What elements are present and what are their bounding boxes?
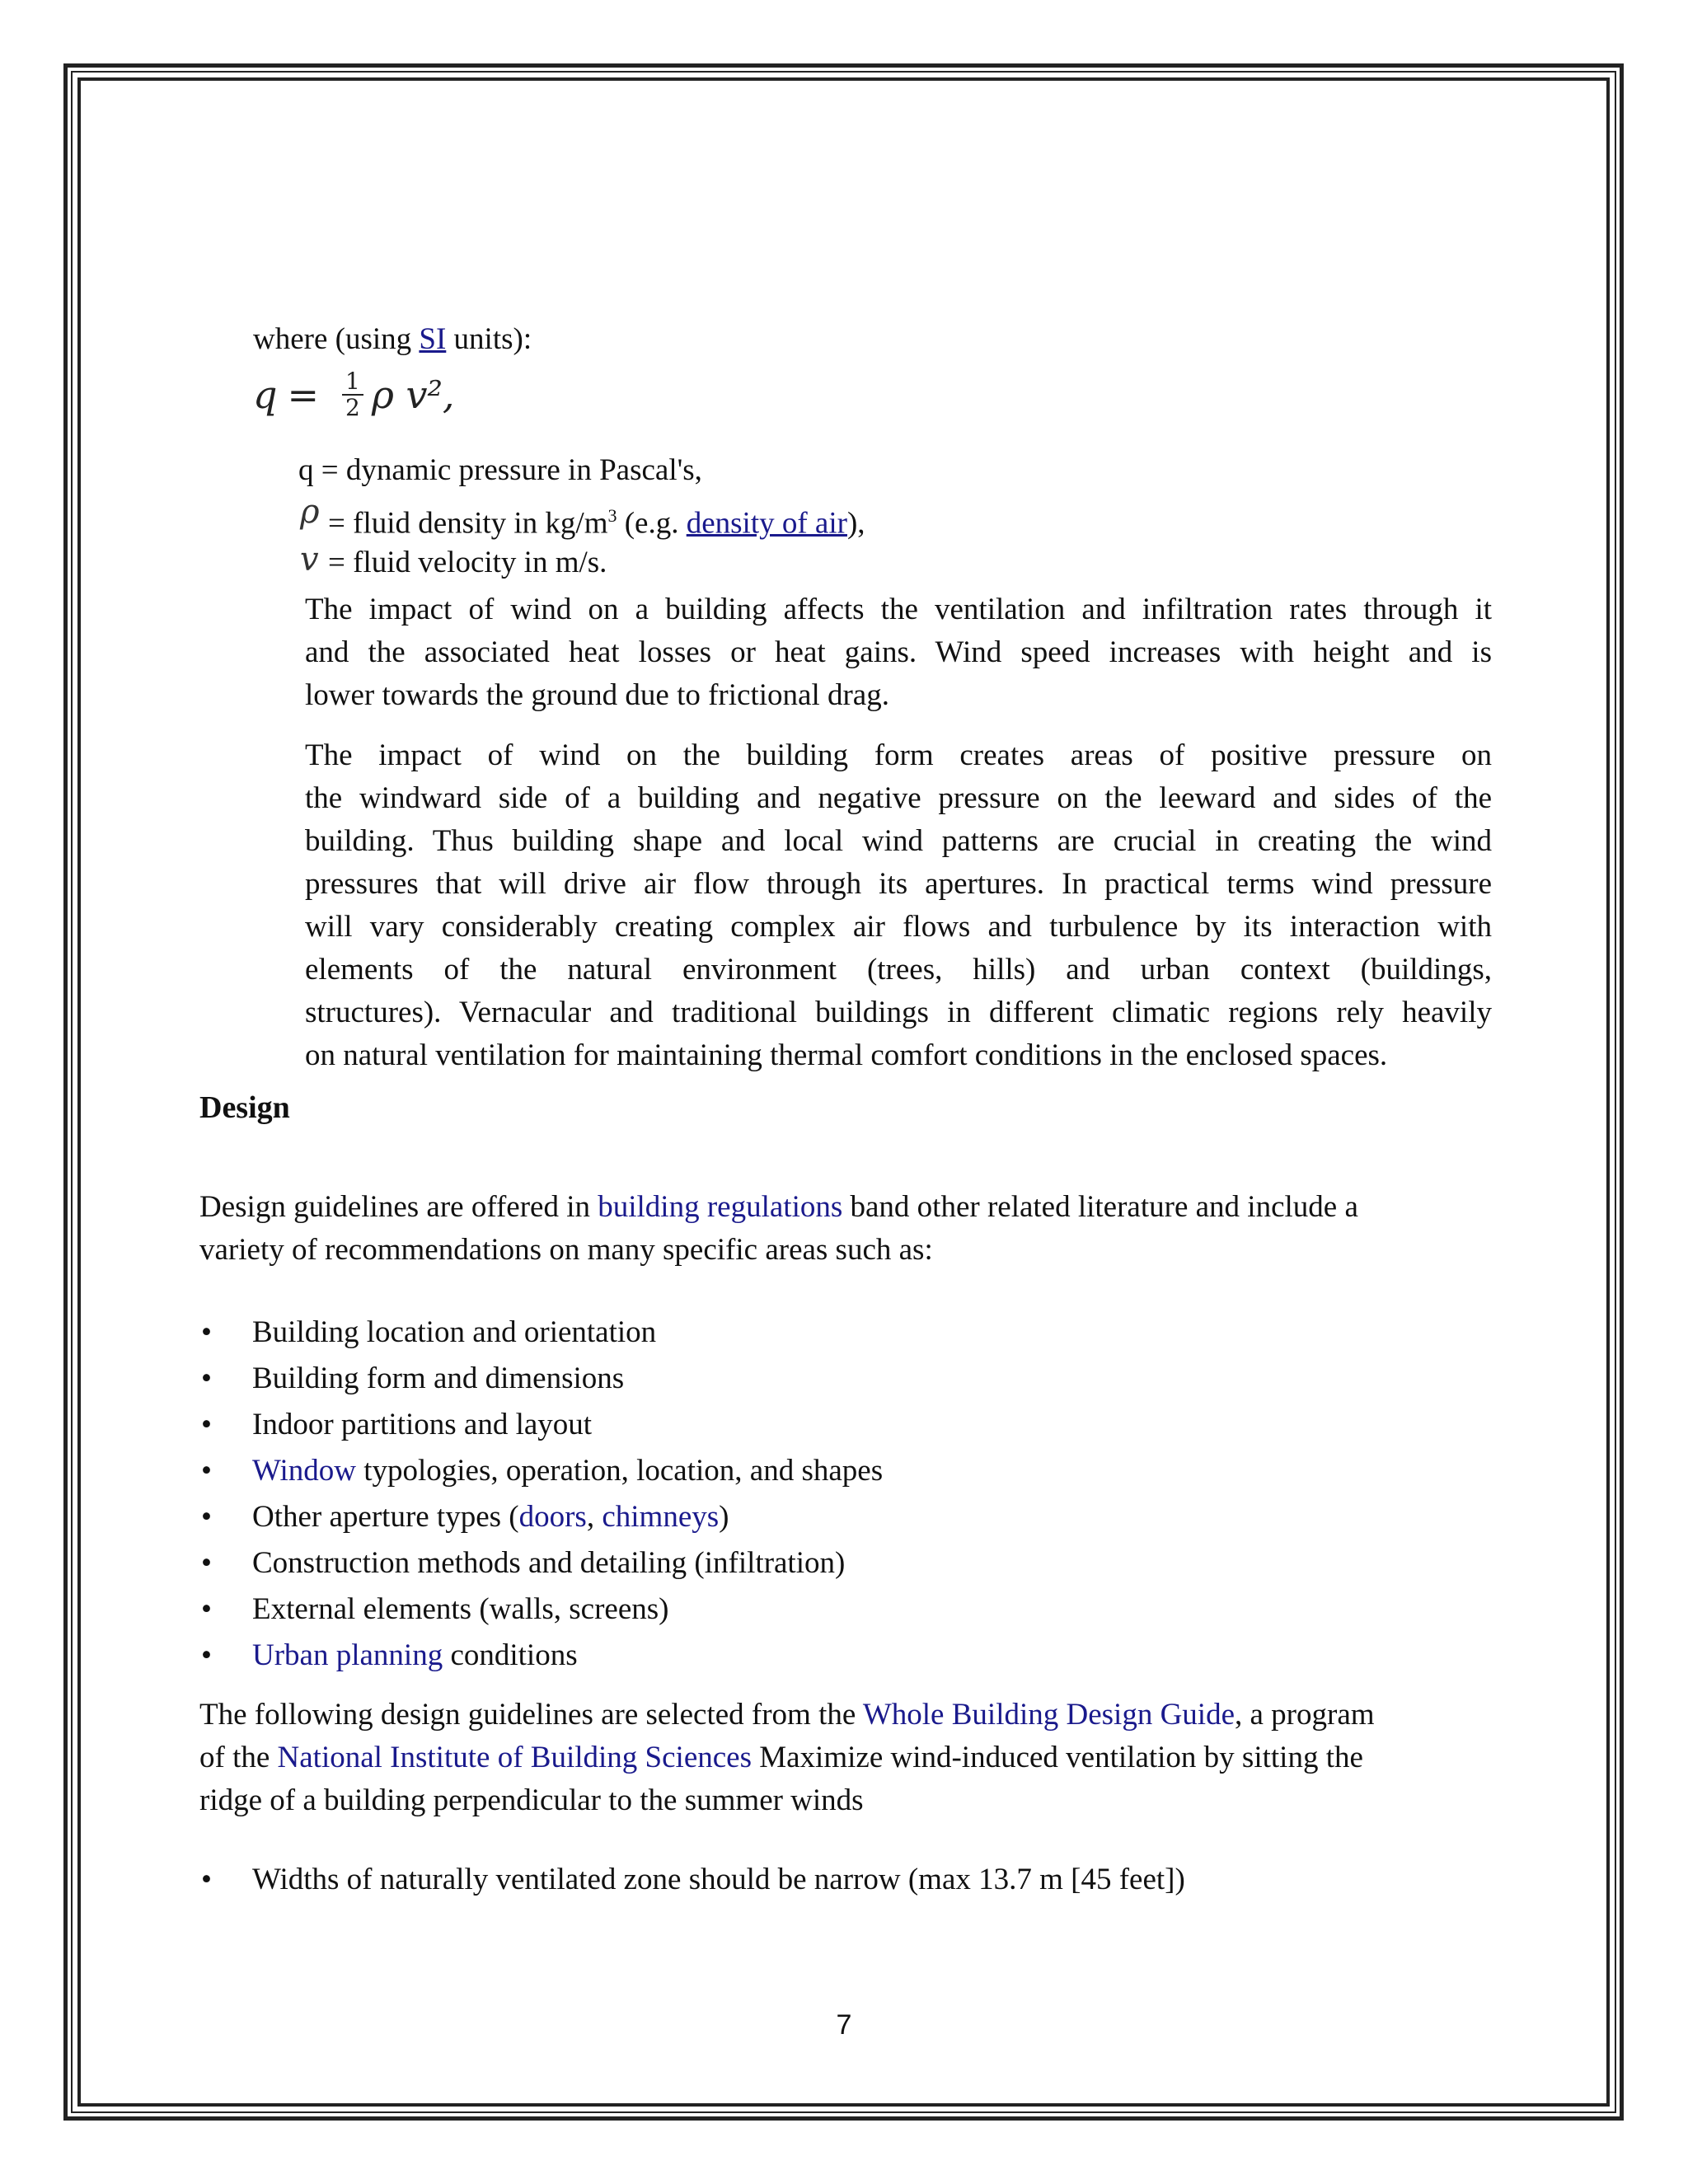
doors-link[interactable]: doors bbox=[518, 1500, 587, 1534]
guidelines-list bbox=[199, 1857, 1185, 1903]
list-item: • Urban planning conditions bbox=[201, 1638, 578, 1672]
building-regulations-link[interactable]: building regulations bbox=[598, 1190, 843, 1224]
design-heading: Design bbox=[199, 1090, 290, 1125]
definition-rho: = fluid density in $kg/m^3$ (e.g. density of air), bbox=[328, 505, 865, 541]
list-item: • Building location and orientation bbox=[201, 1315, 657, 1349]
rho-symbol: ρ bbox=[300, 493, 320, 531]
density-of-air-link[interactable]: density of air bbox=[686, 506, 847, 541]
si-link[interactable]: SI bbox=[419, 322, 447, 356]
list-item: • External elements (walls, screens) bbox=[201, 1592, 669, 1626]
list-item: • Window typologies, operation, location, and shapes bbox=[201, 1454, 884, 1488]
wind-impact-paragraph-2: The impact of wind on the building form creates areas of positive pressure on the windward side of a building and negative pressure on the leeward and sides of the building. Thus building shape and local wind patterns are crucial in creating the wind pressures that will drive air flow through its apertures. In practical terms wind pressure will vary considerably creating complex air flows and turbulence by its interaction with elements of the natural environment (trees, hills) and urban context (buildings, structures). Vernacular and traditional buildings in different climatic regions rely heavily on natural ventilation for maintaining thermal comfort conditions in the enclosed spaces. bbox=[305, 738, 1492, 1072]
intro-line: where (using SI units): bbox=[253, 322, 532, 356]
wind-impact-paragraph-1: The impact of wind on a building affects the ventilation and infiltration rates through it and the associated heat losses or heat gains. Wind speed increases with height and is lower towards the ground due to frictional drag. bbox=[305, 593, 1492, 712]
nibs-link[interactable]: National Institute of Building Sciences bbox=[277, 1741, 752, 1774]
definition-q: q = dynamic pressure in Pascal's, bbox=[298, 453, 702, 487]
definition-v: = fluid velocity in m/s. bbox=[328, 546, 607, 579]
chimneys-link[interactable]: chimneys bbox=[602, 1500, 720, 1534]
dynamic-pressure-formula: q = $\frac{1}{2}$ ρ v², bbox=[253, 368, 455, 421]
design-intro-paragraph: Design guidelines are offered in building regulations band other related literature and include a variety of recommendations on many specific areas such as: bbox=[199, 1190, 1358, 1267]
one-half-fraction: $\frac{1}{2}$ bbox=[342, 369, 363, 420]
urban-planning-link[interactable]: Urban planning bbox=[252, 1638, 443, 1672]
list-item: • Other aperture types (doors, chimneys) bbox=[201, 1500, 729, 1534]
guidelines-paragraph: The following design guidelines are selected from the Whole Building Design Guide, a program of the National Institute of Building Sciences Maximize wind-induced ventilation by sitting the ridge of a building perpendicular to the summer winds bbox=[199, 1698, 1375, 1817]
whole-building-design-guide-link[interactable]: Whole Building Design Guide bbox=[862, 1698, 1235, 1732]
page-number: 7 bbox=[836, 2009, 852, 2041]
design-areas-list bbox=[199, 1310, 883, 1679]
window-link[interactable]: Window bbox=[252, 1454, 356, 1488]
list-item: • Widths of naturally ventilated zone should be narrow (max 13.7 m [45 feet]) bbox=[201, 1863, 1185, 1896]
v-symbol: v bbox=[300, 541, 319, 579]
list-item: • Indoor partitions and layout bbox=[201, 1408, 593, 1441]
list-item: • Building form and dimensions bbox=[201, 1361, 625, 1395]
list-item: • Construction methods and detailing (infiltration) bbox=[201, 1546, 846, 1580]
